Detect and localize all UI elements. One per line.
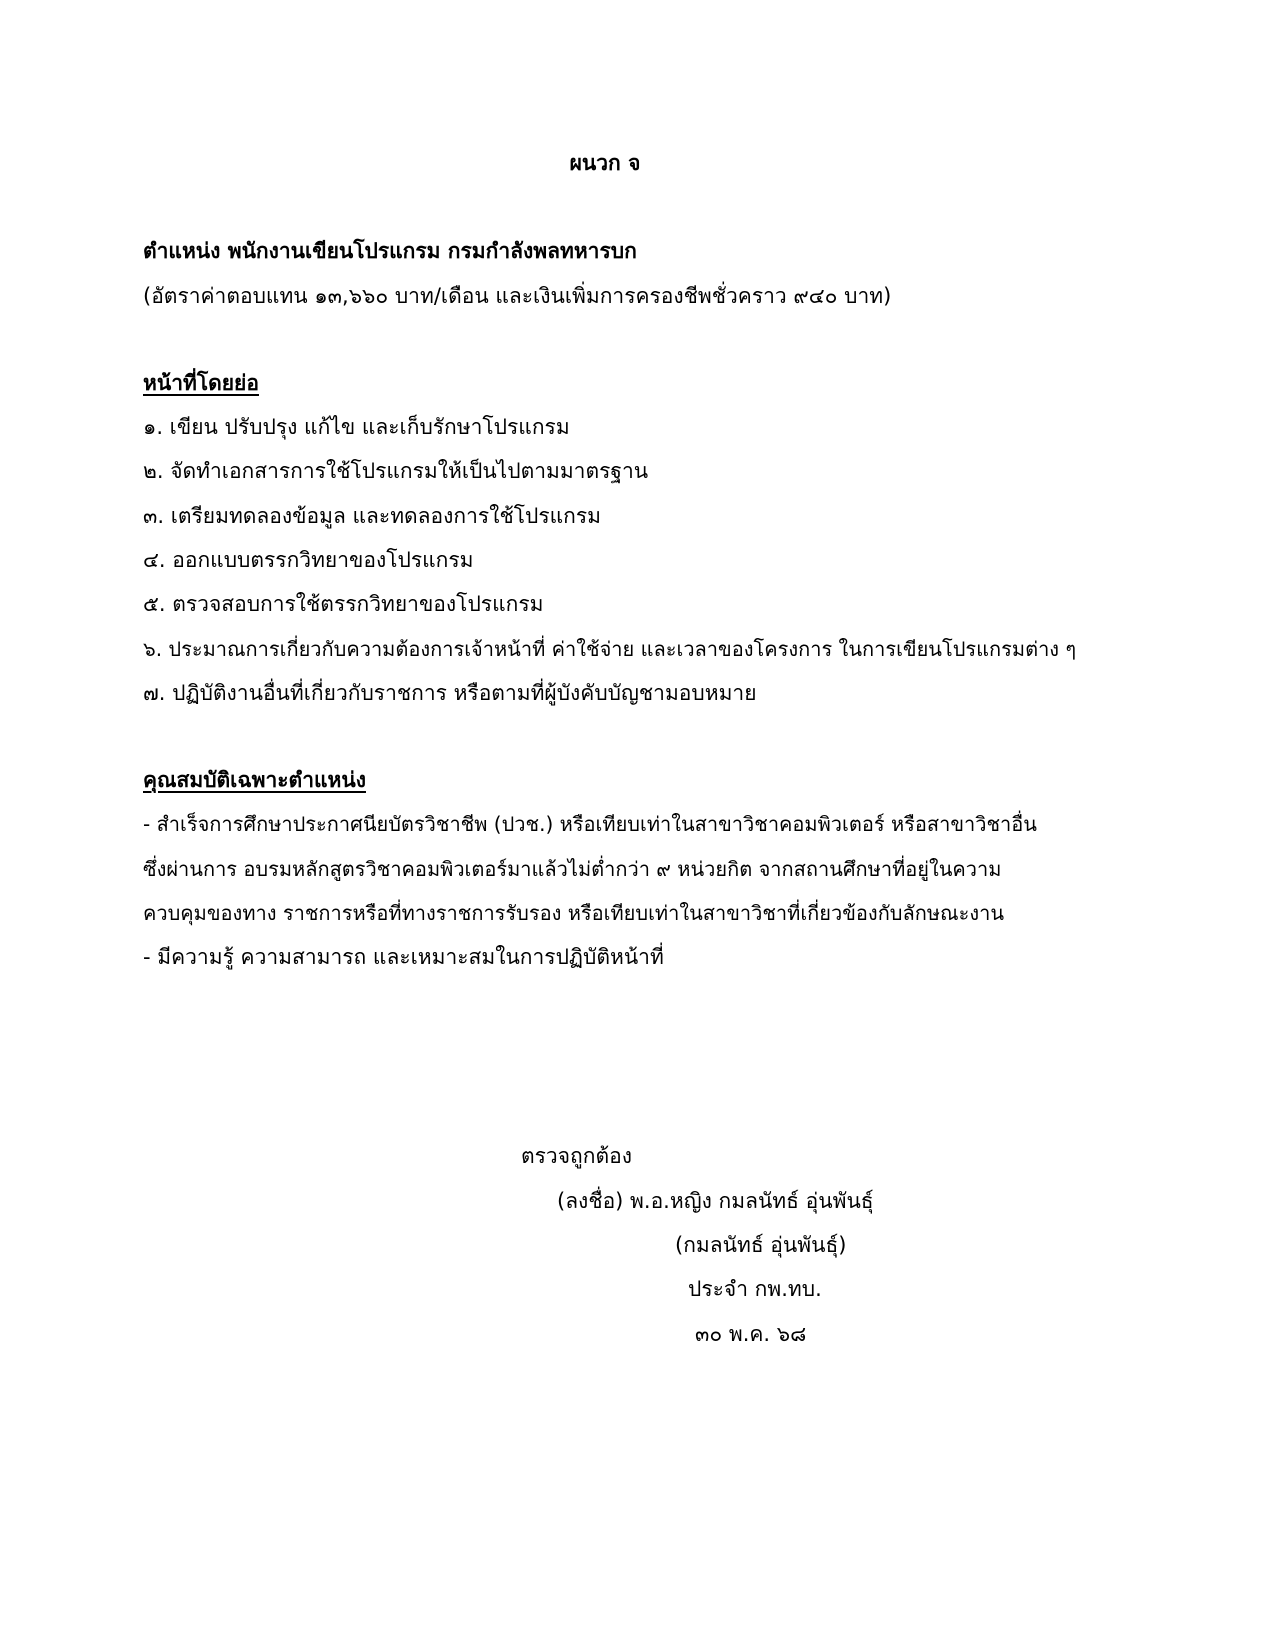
duties-heading: หน้าที่โดยย่อ <box>143 371 259 395</box>
signed-line: (ลงชื่อ) พ.อ.หญิง กมลนัทธ์ อุ่นพันธุ์ <box>557 1189 874 1213</box>
salary-line: (อัตราค่าตอบแทน ๑๓,๖๖๐ บาท/เดือน และเงินเพิ่มการครองชีพชั่วคราว ๙๔๐ บาท) <box>143 284 892 308</box>
qualification-line: - สำเร็จการศึกษาประกาศนียบัตรวิชาชีพ (ปวช.) หรือเทียบเท่าในสาขาวิชาคอมพิวเตอร์ หรือสาขาวิชาอื่น <box>143 812 1037 836</box>
duty-item: ๒. จัดทำเอกสารการใช้โปรแกรมให้เป็นไปตามมาตรฐาน <box>143 459 649 483</box>
duty-item: ๓. เตรียมทดลองข้อมูล และทดลองการใช้โปรแกรม <box>143 504 601 528</box>
duty-item: ๗. ปฏิบัติงานอื่นที่เกี่ยวกับราชการ หรือตามที่ผู้บังคับบัญชามอบหมาย <box>143 681 757 705</box>
signer-post: ประจำ กพ.ทบ. <box>688 1277 822 1301</box>
qualification-line: ซึ่งผ่านการ อบรมหลักสูตรวิชาคอมพิวเตอร์มาแล้วไม่ต่ำกว่า ๙ หน่วยกิต จากสถานศึกษาที่อยู่ในความ <box>143 857 1002 881</box>
qualifications-heading: คุณสมบัติเฉพาะตำแหน่ง <box>143 768 366 792</box>
qualification-line: - มีความรู้ ความสามารถ และเหมาะสมในการปฏิบัติหน้าที่ <box>143 945 664 969</box>
duty-item: ๑. เขียน ปรับปรุง แก้ไข และเก็บรักษาโปรแกรม <box>143 415 570 439</box>
duty-item: ๕. ตรวจสอบการใช้ตรรกวิทยาของโปรแกรม <box>143 592 544 616</box>
verified-label: ตรวจถูกต้อง <box>521 1144 632 1168</box>
position-title: ตำแหน่ง พนักงานเขียนโปรแกรม กรมกำลังพลทหารบก <box>143 239 637 263</box>
duty-item: ๔. ออกแบบตรรกวิทยาของโปรแกรม <box>143 548 474 572</box>
signer-name: (กมลนัทธ์ อุ่นพันธุ์) <box>675 1233 847 1257</box>
annex-heading: ผนวก จ <box>569 151 641 175</box>
duty-item: ๖. ประมาณการเกี่ยวกับความต้องการเจ้าหน้าที่ ค่าใช้จ่าย และเวลาของโครงการ ในการเขียนโปรแกรมต่าง ๆ <box>143 637 1077 661</box>
signature-date: ๓๐ พ.ค. ๖๘ <box>695 1322 807 1346</box>
qualification-line: ควบคุมของทาง ราชการหรือที่ทางราชการรับรอง หรือเทียบเท่าในสาขาวิชาที่เกี่ยวข้องกับลักษณะงาน <box>143 901 1005 925</box>
